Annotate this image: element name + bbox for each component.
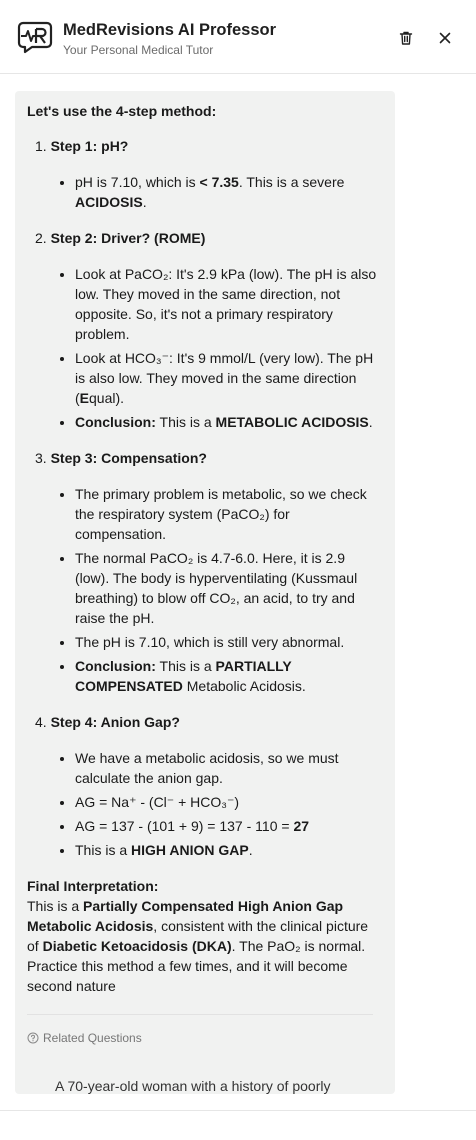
- step4-list: [27, 748, 383, 860]
- trash-icon: [398, 30, 414, 46]
- intro-text: Let's use the 4-step method:: [27, 103, 217, 119]
- divider: [27, 1014, 373, 1015]
- step-title: Step 3: Compensation?: [50, 450, 207, 466]
- footer-divider: [0, 1110, 476, 1111]
- step-title: Step 2: Driver? (ROME): [50, 230, 206, 246]
- medrevisions-logo-icon: [17, 19, 53, 55]
- list-item: • pH is 7.10, which is < 7.35. This is a severe ACIDOSIS.: [75, 172, 383, 212]
- close-button[interactable]: [434, 27, 456, 49]
- list-item: • AG = 137 - (101 + 9) = 137 - 110 = 27: [75, 816, 383, 836]
- list-item: • AG = Na⁺ - (Cl⁻ + HCO₃⁻): [75, 792, 383, 812]
- list-item: • Look at HCO₃⁻: It's 9 mmol/L (very low). The pH is also low. They moved in the same direction (Equal).: [75, 348, 383, 408]
- list-item: • This is a HIGH ANION GAP.: [75, 840, 383, 860]
- app-subtitle: Your Personal Medical Tutor: [63, 43, 214, 57]
- step-number: 1.: [35, 138, 47, 154]
- closing-text: Practice this method a few times, and it will become second nature: [27, 958, 348, 994]
- step1-list: [27, 172, 383, 212]
- list-item: • Look at PaCO₂: It's 2.9 kPa (low). The pH is also low. They moved in the same direction, not opposite. So, it's not a primary respiratory problem.: [75, 264, 383, 344]
- list-item: • Conclusion: This is a METABOLIC ACIDOSIS.: [75, 412, 383, 432]
- step-heading: [27, 448, 383, 468]
- app-title: MedRevisions AI Professor: [63, 21, 277, 39]
- final-interpretation: This is a Partially Compensated High Anion Gap Metabolic Acidosis, consistent with the clinical picture of Diabetic Ketoacidosis (DKA). The PaO₂ is normal.: [27, 898, 369, 954]
- question-circle-icon: [27, 1032, 39, 1044]
- list-item: • The pH is 7.10, which is still very abnormal.: [75, 632, 383, 652]
- list-item: • We have a metabolic acidosis, so we must calculate the anion gap.: [75, 748, 383, 788]
- clear-chat-button[interactable]: [395, 27, 417, 49]
- step-number: 2.: [35, 230, 47, 246]
- step-heading: [27, 136, 383, 156]
- step-heading: [27, 228, 383, 248]
- step-title: Step 1: pH?: [50, 138, 129, 154]
- related-questions-label: Related Questions: [43, 1031, 142, 1045]
- final-heading: Final Interpretation:: [27, 878, 159, 894]
- step-title: Step 4: Anion Gap?: [50, 714, 180, 730]
- related-questions-header: [27, 1028, 383, 1048]
- step3-list: [27, 484, 383, 696]
- step-number: 4.: [35, 714, 47, 730]
- related-question-item[interactable]: A 70-year-old woman with a history of poorly: [55, 1078, 331, 1094]
- assistant-message: [15, 91, 395, 1094]
- step2-list: [27, 264, 383, 432]
- chat-header: [0, 0, 476, 74]
- list-item: • The primary problem is metabolic, so we check the respiratory system (PaCO₂) for compensation.: [75, 484, 383, 544]
- step-number: 3.: [35, 450, 47, 466]
- list-item: • Conclusion: This is a PARTIALLY COMPENSATED Metabolic Acidosis.: [75, 656, 383, 696]
- step-heading: [27, 712, 383, 732]
- list-item: • The normal PaCO₂ is 4.7-6.0. Here, it is 2.9 (low). The body is hyperventilating (Kussmaul breathing) to blow off CO₂, an acid, to try and raise the pH.: [75, 548, 383, 628]
- close-icon: [438, 31, 452, 45]
